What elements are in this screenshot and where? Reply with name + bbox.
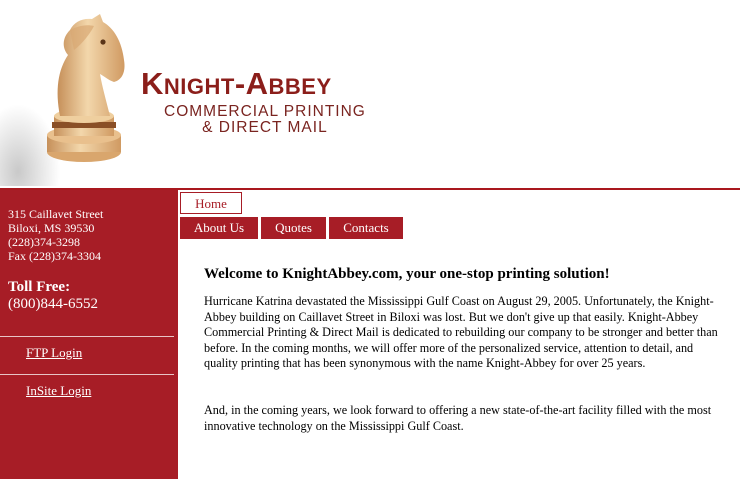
tab-contacts[interactable]: Contacts bbox=[329, 217, 403, 239]
site-header bbox=[0, 0, 740, 188]
address-fax: Fax (228)374-3304 bbox=[8, 249, 101, 263]
toll-free-number: (800)844-6552 bbox=[8, 296, 98, 312]
address-city: Biloxi, MS 39530 bbox=[8, 221, 95, 235]
sidebar-divider bbox=[0, 336, 174, 337]
brand-subtitle-line1: COMMERCIAL PRINTING bbox=[164, 103, 366, 120]
tab-about-us[interactable]: About Us bbox=[180, 217, 258, 239]
toll-free-label: Toll Free: bbox=[8, 279, 71, 295]
ftp-login-link[interactable]: FTP Login bbox=[26, 345, 83, 360]
sidebar-divider bbox=[0, 374, 174, 375]
address-block bbox=[8, 207, 103, 263]
address-phone: (228)374-3298 bbox=[8, 235, 80, 249]
knight-chess-piece-logo bbox=[0, 0, 135, 186]
brand-subtitle-line2: & DIRECT MAIL bbox=[202, 119, 328, 136]
page-title: Welcome to KnightAbbey.com, your one-stop printing solution! bbox=[204, 266, 610, 282]
sidebar bbox=[0, 190, 178, 479]
future-paragraph: And, in the coming years, we look forward to offering a new state-of-the-art facility filled with the most innovative technology on the Mississippi Gulf Coast. bbox=[204, 403, 712, 433]
brand-subtitle bbox=[164, 104, 366, 136]
tab-quotes[interactable]: Quotes bbox=[261, 217, 326, 239]
tab-home[interactable]: Home bbox=[180, 192, 242, 214]
insite-login-link[interactable]: InSite Login bbox=[26, 383, 92, 398]
intro-paragraph: Hurricane Katrina devastated the Mississippi Gulf Coast on August 29, 2005. Unfortunately, the Knight-Abbey building on Caillavet Street in Biloxi was lost. But we don't give up that easily. Knight-Abbey Commercial Printing & Direct Mail is dedicated to rebuilding our company to be stronger and better than before. In the coming months, we will offer more of the personalized service, attention to detail, and quality printing that has been synonymous with the name Knight-Abbey for over 25 years. bbox=[204, 294, 718, 370]
brand-title: Knight-Abbey bbox=[141, 66, 332, 101]
address-street: 315 Caillavet Street bbox=[8, 207, 104, 221]
